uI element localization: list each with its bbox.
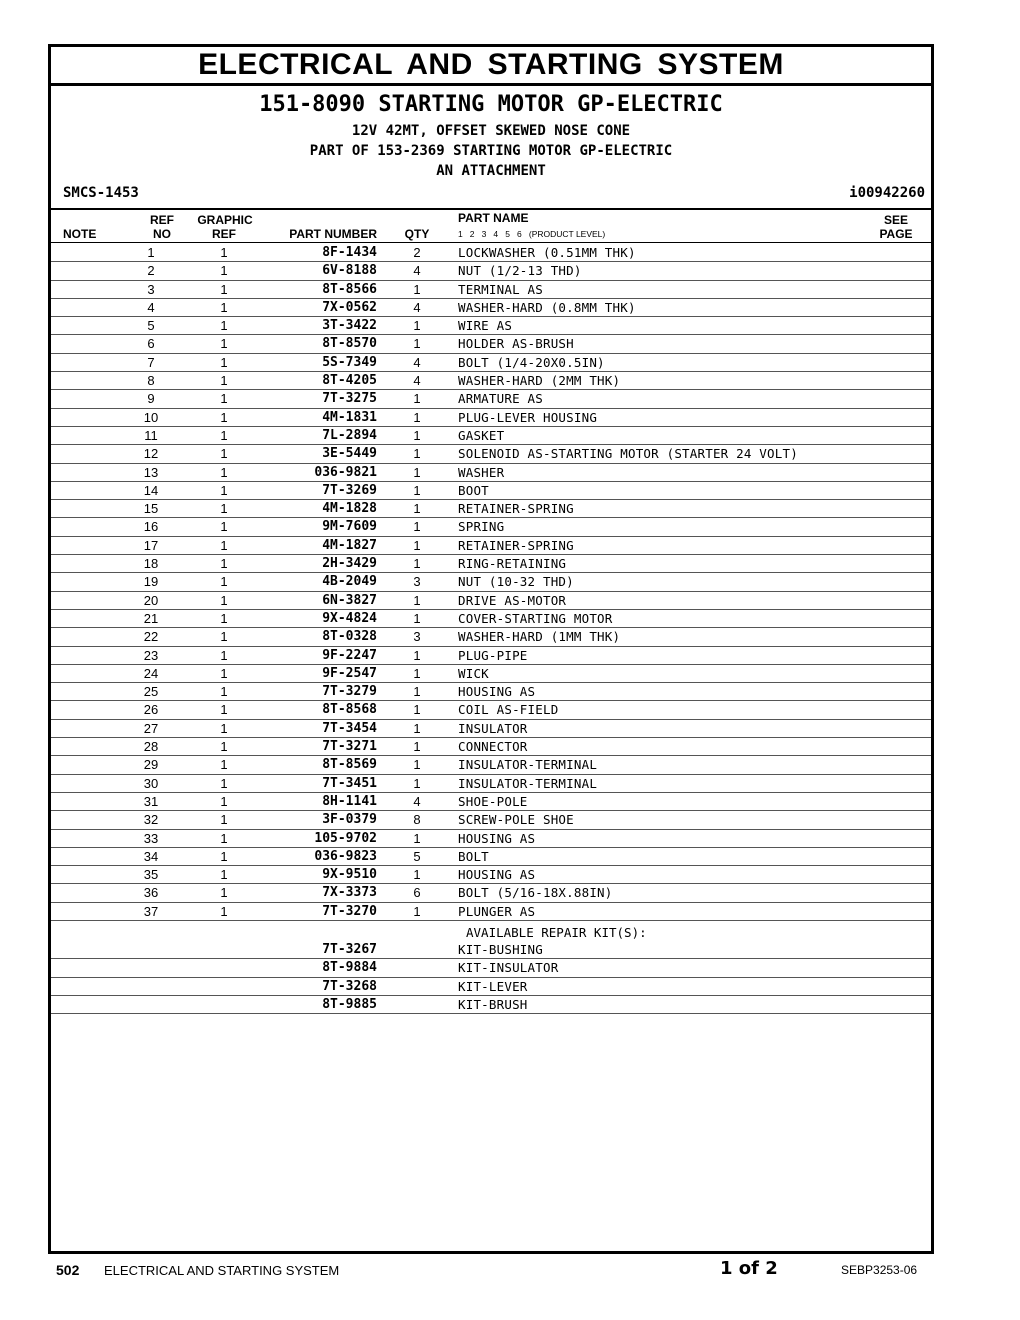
quantity: 4 — [413, 354, 421, 370]
graphic-ref: 1 — [220, 446, 228, 462]
ref-no: 20 — [143, 592, 159, 608]
part-number: 105-9702 — [314, 830, 377, 846]
part-number: 7X-3373 — [322, 885, 377, 901]
table-row — [51, 720, 931, 738]
graphic-ref: 1 — [220, 427, 228, 443]
graphic-ref: 1 — [220, 830, 228, 846]
table-row — [51, 555, 931, 573]
part-number: 5S-7349 — [322, 354, 377, 370]
quantity: 1 — [413, 775, 421, 791]
ref-no: 23 — [143, 647, 159, 663]
part-number: 9M-7609 — [322, 519, 377, 535]
quantity: 1 — [413, 336, 421, 352]
header-top-rule — [51, 208, 931, 210]
ref-no: 29 — [143, 757, 159, 773]
table-row — [51, 317, 931, 335]
quantity: 1 — [413, 519, 421, 535]
ref-no: 11 — [144, 427, 158, 443]
graphic-ref: 1 — [220, 281, 228, 297]
table-row — [51, 665, 931, 683]
part-name: PLUNGER AS — [458, 903, 536, 919]
table-row — [51, 464, 931, 482]
table-row — [51, 537, 931, 555]
col-see-bottom: PAGE — [879, 227, 913, 241]
graphic-ref: 1 — [220, 775, 228, 791]
quantity: 4 — [413, 373, 421, 389]
graphic-ref: 1 — [220, 885, 228, 901]
ref-no: 6 — [147, 336, 155, 352]
part-name: BOLT (5/16-18X.88IN) — [458, 885, 613, 901]
ref-no: 17 — [143, 537, 159, 553]
col-part-number: PART NUMBER — [289, 227, 377, 241]
quantity: 6 — [413, 885, 421, 901]
graphic-ref: 1 — [220, 702, 228, 718]
table-row — [51, 354, 931, 372]
ref-no: 26 — [143, 702, 159, 718]
part-name: BOOT — [458, 482, 489, 498]
part-number: 4M-1831 — [322, 409, 377, 425]
part-name: RETAINER-SPRING — [458, 501, 574, 517]
table-row — [51, 756, 931, 774]
col-graphic-top: GRAPHIC — [197, 213, 253, 227]
kit-name: KIT-LEVER — [458, 978, 528, 994]
table-row — [51, 335, 931, 353]
ref-no: 24 — [143, 665, 159, 681]
part-name: BOLT — [458, 848, 489, 864]
table-row — [51, 244, 931, 262]
kit-name: KIT-BRUSH — [458, 996, 528, 1012]
quantity: 8 — [413, 812, 421, 828]
table-row — [51, 281, 931, 299]
quantity: 1 — [413, 830, 421, 846]
ref-no: 22 — [143, 629, 159, 645]
ref-no: 1 — [147, 245, 155, 260]
table-row — [51, 647, 931, 665]
part-name: TERMINAL AS — [458, 281, 543, 297]
ref-no: 13 — [143, 464, 159, 480]
part-name: WICK — [458, 665, 489, 681]
part-name: INSULATOR-TERMINAL — [458, 775, 598, 791]
graphic-ref: 1 — [220, 647, 228, 663]
part-number: 7T-3271 — [322, 739, 377, 755]
ref-no: 18 — [143, 556, 159, 572]
group-subtitle-3: AN ATTACHMENT — [436, 163, 546, 179]
quantity: 1 — [413, 318, 421, 334]
table-row — [51, 262, 931, 280]
part-name: NUT (10-32 THD) — [458, 574, 574, 590]
table-row — [51, 775, 931, 793]
table-row — [51, 482, 931, 500]
graphic-ref: 1 — [220, 812, 228, 828]
table-row — [51, 299, 931, 317]
graphic-ref: 1 — [220, 373, 228, 389]
graphic-ref: 1 — [220, 867, 228, 883]
illustration-id: i00942260 — [849, 185, 925, 201]
group-subtitle-2: PART OF 153-2369 STARTING MOTOR GP-ELECTRIC — [309, 143, 673, 159]
part-number: 9F-2247 — [322, 647, 377, 663]
ref-no: 14 — [143, 482, 159, 498]
table-row — [51, 573, 931, 591]
kits-heading-row — [51, 921, 931, 941]
part-name: COIL AS-FIELD — [458, 702, 559, 718]
part-name: BOLT (1/4-20X0.5IN) — [458, 354, 605, 370]
ref-no: 32 — [143, 812, 159, 828]
smcs-code: SMCS-1453 — [63, 185, 139, 201]
part-name: COVER-STARTING MOTOR — [458, 610, 613, 626]
part-number: 9X-4824 — [322, 610, 377, 626]
graphic-ref: 1 — [220, 245, 228, 260]
quantity: 1 — [413, 446, 421, 462]
quantity: 4 — [413, 263, 421, 279]
graphic-ref: 1 — [220, 519, 228, 535]
quantity: 1 — [413, 427, 421, 443]
graphic-ref: 1 — [220, 720, 228, 736]
graphic-ref: 1 — [220, 482, 228, 498]
quantity: 1 — [413, 647, 421, 663]
table-row — [51, 372, 931, 390]
graphic-ref: 1 — [220, 391, 228, 407]
table-row — [51, 445, 931, 463]
table-row — [51, 683, 931, 701]
ref-no: 5 — [147, 318, 155, 334]
graphic-ref: 1 — [220, 336, 228, 352]
ref-no: 7 — [147, 354, 155, 370]
footer-doc-number: SEBP3253-06 — [841, 1263, 918, 1277]
part-number: 8H-1141 — [322, 793, 377, 809]
table-row — [51, 518, 931, 536]
table-row — [51, 390, 931, 408]
table-row — [51, 811, 931, 829]
footer-sheet: 1 of 2 — [720, 1258, 778, 1279]
table-row — [51, 409, 931, 427]
part-name: PLUG-PIPE — [458, 647, 528, 663]
graphic-ref: 1 — [220, 501, 228, 517]
footer-section: ELECTRICAL AND STARTING SYSTEM — [104, 1263, 340, 1278]
ref-no: 12 — [143, 446, 159, 462]
part-number: 7L-2894 — [322, 427, 377, 443]
part-number: 9X-9510 — [322, 867, 377, 883]
table-row — [51, 610, 931, 628]
part-number: 2H-3429 — [322, 556, 377, 572]
kit-row — [51, 996, 931, 1014]
kit-part-number: 8T-9884 — [322, 960, 377, 976]
ref-no: 35 — [143, 867, 159, 883]
kit-part-number: 8T-9885 — [322, 996, 377, 1012]
quantity: 1 — [413, 867, 421, 883]
part-number: 8T-8569 — [322, 757, 377, 773]
col-see-top: SEE — [883, 213, 908, 227]
table-row — [51, 903, 931, 921]
ref-no: 9 — [147, 391, 155, 407]
quantity: 1 — [413, 757, 421, 773]
table-row — [51, 701, 931, 719]
ref-no: 4 — [147, 299, 155, 315]
ref-no: 28 — [143, 739, 159, 755]
page-footer — [0, 1258, 1020, 1282]
part-number: 4M-1827 — [322, 537, 377, 553]
part-number: 7X-0562 — [322, 299, 377, 315]
kit-name: KIT-INSULATOR — [458, 960, 559, 976]
quantity: 4 — [413, 793, 421, 809]
quantity: 1 — [413, 537, 421, 553]
part-name: LOCKWASHER (0.51MM THK) — [458, 245, 636, 260]
part-name: SOLENOID AS-STARTING MOTOR (STARTER 24 VOLT) — [458, 446, 798, 462]
graphic-ref: 1 — [220, 592, 228, 608]
ref-no: 19 — [143, 574, 159, 590]
quantity: 1 — [413, 739, 421, 755]
part-name: WIRE AS — [458, 318, 513, 334]
part-number: 036-9823 — [314, 848, 377, 864]
quantity: 3 — [413, 574, 421, 590]
col-note: NOTE — [63, 227, 97, 241]
part-name: DRIVE AS-MOTOR — [458, 592, 567, 608]
kit-name: KIT-BUSHING — [458, 941, 543, 957]
part-name: NUT (1/2-13 THD) — [458, 263, 582, 279]
quantity: 1 — [413, 903, 421, 919]
graphic-ref: 1 — [220, 793, 228, 809]
ref-no: 31 — [143, 793, 159, 809]
quantity: 1 — [413, 464, 421, 480]
part-name: SCREW-POLE SHOE — [458, 812, 574, 828]
part-name: WASHER-HARD (2MM THK) — [458, 373, 621, 389]
ref-no: 3 — [147, 281, 155, 297]
kit-part-number: 7T-3267 — [322, 941, 377, 957]
kit-part-number: 7T-3268 — [322, 978, 377, 994]
part-name: RETAINER-SPRING — [458, 537, 574, 553]
col-part-name: PART NAME — [458, 211, 529, 225]
product-level-header: 1 2 3 4 5 6 (PRODUCT LEVEL) — [458, 229, 606, 239]
page-title: ELECTRICAL AND STARTING SYSTEM — [51, 47, 931, 86]
part-number: 7T-3270 — [322, 903, 377, 919]
part-number: 3E-5449 — [322, 446, 377, 462]
part-number: 8T-8568 — [322, 702, 377, 718]
col-ref-bottom: NO — [153, 227, 171, 241]
part-name: INSULATOR-TERMINAL — [458, 757, 598, 773]
part-name: GASKET — [458, 427, 505, 443]
part-name: HOUSING AS — [458, 684, 536, 700]
graphic-ref: 1 — [220, 757, 228, 773]
part-name: CONNECTOR — [458, 739, 528, 755]
quantity: 1 — [413, 702, 421, 718]
ref-no: 27 — [143, 720, 159, 736]
quantity: 2 — [413, 245, 421, 260]
graphic-ref: 1 — [220, 464, 228, 480]
footer-page-number: 502 — [56, 1262, 80, 1278]
part-number: 036-9821 — [314, 464, 377, 480]
part-number: 7T-3454 — [322, 720, 377, 736]
table-row — [51, 793, 931, 811]
graphic-ref: 1 — [220, 684, 228, 700]
graphic-ref: 1 — [220, 903, 228, 919]
quantity: 1 — [413, 684, 421, 700]
col-ref-top: REF — [150, 213, 174, 227]
quantity: 1 — [413, 556, 421, 572]
table-row — [51, 628, 931, 646]
ref-no: 37 — [143, 903, 159, 919]
part-number: 8F-1434 — [322, 245, 377, 260]
part-name: INSULATOR — [458, 720, 528, 736]
part-name: HOLDER AS-BRUSH — [458, 336, 574, 352]
part-name: WASHER-HARD (1MM THK) — [458, 629, 621, 645]
part-number: 8T-4205 — [322, 373, 377, 389]
part-name: HOUSING AS — [458, 867, 536, 883]
quantity: 1 — [413, 409, 421, 425]
graphic-ref: 1 — [220, 610, 228, 626]
part-name: SHOE-POLE — [458, 793, 528, 809]
table-row — [51, 500, 931, 518]
part-number: 6N-3827 — [322, 592, 377, 608]
part-number: 7T-3451 — [322, 775, 377, 791]
group-title: 151-8090 STARTING MOTOR GP-ELECTRIC — [259, 92, 723, 117]
kit-row — [51, 941, 931, 959]
col-graphic-bottom: REF — [212, 227, 236, 241]
ref-no: 36 — [143, 885, 159, 901]
ref-no: 30 — [143, 775, 159, 791]
part-number: 9F-2547 — [322, 665, 377, 681]
part-number: 7T-3269 — [322, 482, 377, 498]
part-number: 4B-2049 — [322, 574, 377, 590]
quantity: 5 — [413, 848, 421, 864]
part-name: PLUG-LEVER HOUSING — [458, 409, 598, 425]
parts-list-frame — [48, 44, 934, 1254]
kits-heading: AVAILABLE REPAIR KIT(S): — [466, 924, 647, 940]
part-number: 8T-8570 — [322, 336, 377, 352]
graphic-ref: 1 — [220, 263, 228, 279]
ref-no: 34 — [143, 848, 159, 864]
kit-row — [51, 978, 931, 996]
table-row — [51, 884, 931, 902]
ref-no: 16 — [143, 519, 159, 535]
col-qty: QTY — [404, 227, 430, 241]
ref-no: 2 — [147, 263, 155, 279]
ref-no: 15 — [143, 501, 159, 517]
quantity: 1 — [413, 501, 421, 517]
part-number: 7T-3275 — [322, 391, 377, 407]
ref-no: 33 — [143, 830, 159, 846]
graphic-ref: 1 — [220, 299, 228, 315]
table-row — [51, 592, 931, 610]
part-name: WASHER — [458, 464, 505, 480]
group-subtitle-1: 12V 42MT, OFFSET SKEWED NOSE CONE — [351, 123, 631, 139]
table-row — [51, 830, 931, 848]
part-number: 8T-0328 — [322, 629, 377, 645]
ref-no: 8 — [147, 373, 155, 389]
table-row — [51, 866, 931, 884]
quantity: 1 — [413, 720, 421, 736]
graphic-ref: 1 — [220, 665, 228, 681]
part-name: WASHER-HARD (0.8MM THK) — [458, 299, 636, 315]
quantity: 3 — [413, 629, 421, 645]
part-name: HOUSING AS — [458, 830, 536, 846]
graphic-ref: 1 — [220, 537, 228, 553]
graphic-ref: 1 — [220, 629, 228, 645]
graphic-ref: 1 — [220, 556, 228, 572]
part-name: SPRING — [458, 519, 505, 535]
graphic-ref: 1 — [220, 409, 228, 425]
parts-table-body — [51, 244, 931, 1014]
part-name: RING-RETAINING — [458, 556, 567, 572]
ref-no: 10 — [143, 409, 159, 425]
part-number: 3F-0379 — [322, 812, 377, 828]
table-row — [51, 738, 931, 756]
graphic-ref: 1 — [220, 848, 228, 864]
part-number: 4M-1828 — [322, 501, 377, 517]
quantity: 1 — [413, 610, 421, 626]
kit-row — [51, 959, 931, 977]
graphic-ref: 1 — [220, 739, 228, 755]
part-number: 3T-3422 — [322, 318, 377, 334]
part-name: ARMATURE AS — [458, 391, 543, 407]
part-number: 7T-3279 — [322, 684, 377, 700]
header-bottom-rule — [51, 242, 931, 243]
ref-no: 21 — [143, 610, 159, 626]
graphic-ref: 1 — [220, 354, 228, 370]
quantity: 1 — [413, 281, 421, 297]
part-number: 6V-8188 — [322, 263, 377, 279]
table-row — [51, 848, 931, 866]
quantity: 4 — [413, 299, 421, 315]
quantity: 1 — [413, 592, 421, 608]
quantity: 1 — [413, 665, 421, 681]
table-row — [51, 427, 931, 445]
quantity: 1 — [413, 482, 421, 498]
part-number: 8T-8566 — [322, 281, 377, 297]
ref-no: 25 — [143, 684, 159, 700]
quantity: 1 — [413, 391, 421, 407]
graphic-ref: 1 — [220, 574, 228, 590]
graphic-ref: 1 — [220, 318, 228, 334]
